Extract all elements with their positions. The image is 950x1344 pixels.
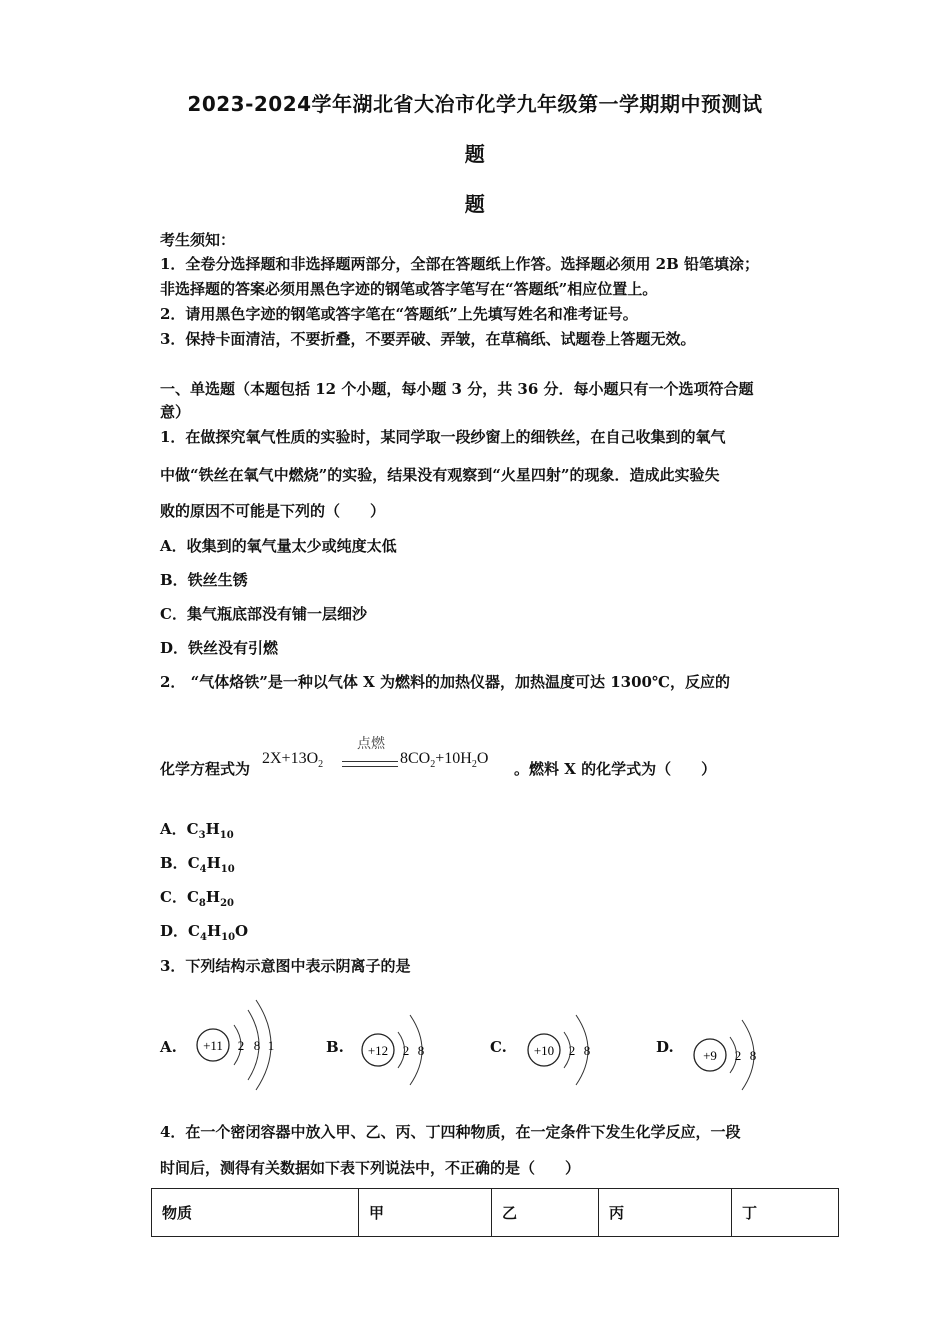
q3-atom-b-shell-2: 8 [417, 1043, 425, 1058]
q4-stem-line1: 4．在一个密闭容器中放入甲、乙、丙、丁四种物质，在一定条件下发生化学反应，一段 [160, 1123, 741, 1141]
q2-equation-products: $8CO_2+10H_2O$ [400, 750, 489, 771]
q4-stem-line2: 时间后，测得有关数据如下表下列说法中，不正确的是（ ） [160, 1159, 581, 1177]
table-header-cell: 物质 [152, 1189, 359, 1237]
q3-atom-a-shell-3: 1 [267, 1038, 275, 1053]
q3-atom-c-nucleus: +10 [533, 1043, 555, 1058]
table-row [152, 1189, 839, 1237]
q3-option-a-label: A. [160, 1038, 177, 1056]
notice-item-1b: 非选择题的答案必须用黑色字迹的钢笔或答字笔写在“答题纸”相应位置上。 [160, 280, 658, 298]
exam-title-line2: 题 [464, 142, 486, 166]
q1-option-a: A．收集到的氧气量太少或纯度太低 [160, 537, 397, 555]
q1-stem-line3: 败的原因不可能是下列的（ ） [160, 502, 386, 520]
q3-atom-d-shell-1: 2 [734, 1048, 742, 1063]
exam-title-line1: 2023-2024学年湖北省大冶市化学九年级第一学期期中预测试 [187, 92, 763, 116]
notice-item-2: 2．请用黑色字迹的钢笔或答字笔在“答题纸”上先填写姓名和准考证号。 [160, 305, 638, 323]
table-header-cell: 乙 [492, 1189, 599, 1237]
q3-atom-b-shell-1: 2 [402, 1043, 410, 1058]
notice-heading: 考生须知： [160, 231, 236, 249]
q3-option-b-label: B. [326, 1038, 344, 1056]
q2-equals-sign [342, 761, 398, 767]
q2-reaction-condition: 点燃 [357, 736, 385, 752]
q2-option-a: A．$C_3H_{10}$ [160, 820, 234, 841]
q1-option-d: D．铁丝没有引燃 [160, 639, 279, 657]
q3-atom-diagram-d [690, 1010, 770, 1100]
table-header-cell: 甲 [359, 1189, 492, 1237]
q3-option-d-label: D. [656, 1038, 674, 1056]
q3-stem: 3．下列结构示意图中表示阴离子的是 [160, 957, 411, 975]
q2-equation-suffix: 。燃料 X 的化学式为（ ） [514, 760, 717, 778]
exam-title-line3: 题 [464, 192, 486, 216]
q3-atom-a-shell-1: 2 [237, 1038, 245, 1053]
q3-atom-a-shell-2: 8 [253, 1038, 261, 1053]
q2-equation-reactants: $2X+13O_2$ [262, 750, 324, 771]
q1-option-b: B．铁丝生锈 [160, 571, 248, 589]
q2-stem-line1: 2． “气体烙铁”是一种以气体 X 为燃料的加热仪器，加热温度可达 1300℃，反应的 [160, 673, 730, 691]
q2-option-c: C．$C_8H_{20}$ [160, 888, 234, 909]
q2-equation-prefix: 化学方程式为 [160, 760, 251, 778]
q3-atom-diagram-c [522, 1005, 602, 1095]
q3-atom-d-shell-2: 8 [749, 1048, 757, 1063]
q3-option-c-label: C. [490, 1038, 507, 1056]
section-heading-line1: 一、单选题（本题包括 12 个小题，每小题 3 分，共 36 分．每小题只有一个选项符合题 [160, 380, 754, 398]
q4-data-table [151, 1188, 839, 1237]
q1-stem-line1: 1．在做探究氧气性质的实验时，某同学取一段纱窗上的细铁丝，在自己收集到的氧气 [160, 428, 726, 446]
section-heading-line2: 意） [160, 403, 191, 421]
notice-item-3: 3．保持卡面清洁，不要折叠，不要弄破、弄皱，在草稿纸、试题卷上答题无效。 [160, 330, 696, 348]
q3-atom-b-nucleus: +12 [367, 1043, 389, 1058]
q3-atom-c-shell-2: 8 [583, 1043, 591, 1058]
q2-option-d: D．$C_4H_{10}O$ [160, 922, 249, 943]
q1-option-c: C．集气瓶底部没有铺一层细沙 [160, 605, 367, 623]
q3-atom-diagram-b [356, 1005, 436, 1095]
q3-atom-c-shell-1: 2 [568, 1043, 576, 1058]
q3-atom-d-nucleus: +9 [703, 1048, 717, 1063]
q3-atom-a-nucleus: +11 [203, 1038, 223, 1053]
notice-item-1a: 1．全卷分选择题和非选择题两部分，全部在答题纸上作答。选择题必须用 2B 铅笔填涂； [160, 255, 760, 273]
q1-stem-line2: 中做“铁丝在氧气中燃烧”的实验，结果没有观察到“火星四射”的现象．造成此实验失 [160, 466, 720, 484]
q3-atom-diagram-a [190, 990, 290, 1095]
table-header-cell: 丙 [599, 1189, 732, 1237]
table-header-cell: 丁 [732, 1189, 839, 1237]
q2-option-b: B．$C_4H_{10}$ [160, 854, 235, 875]
